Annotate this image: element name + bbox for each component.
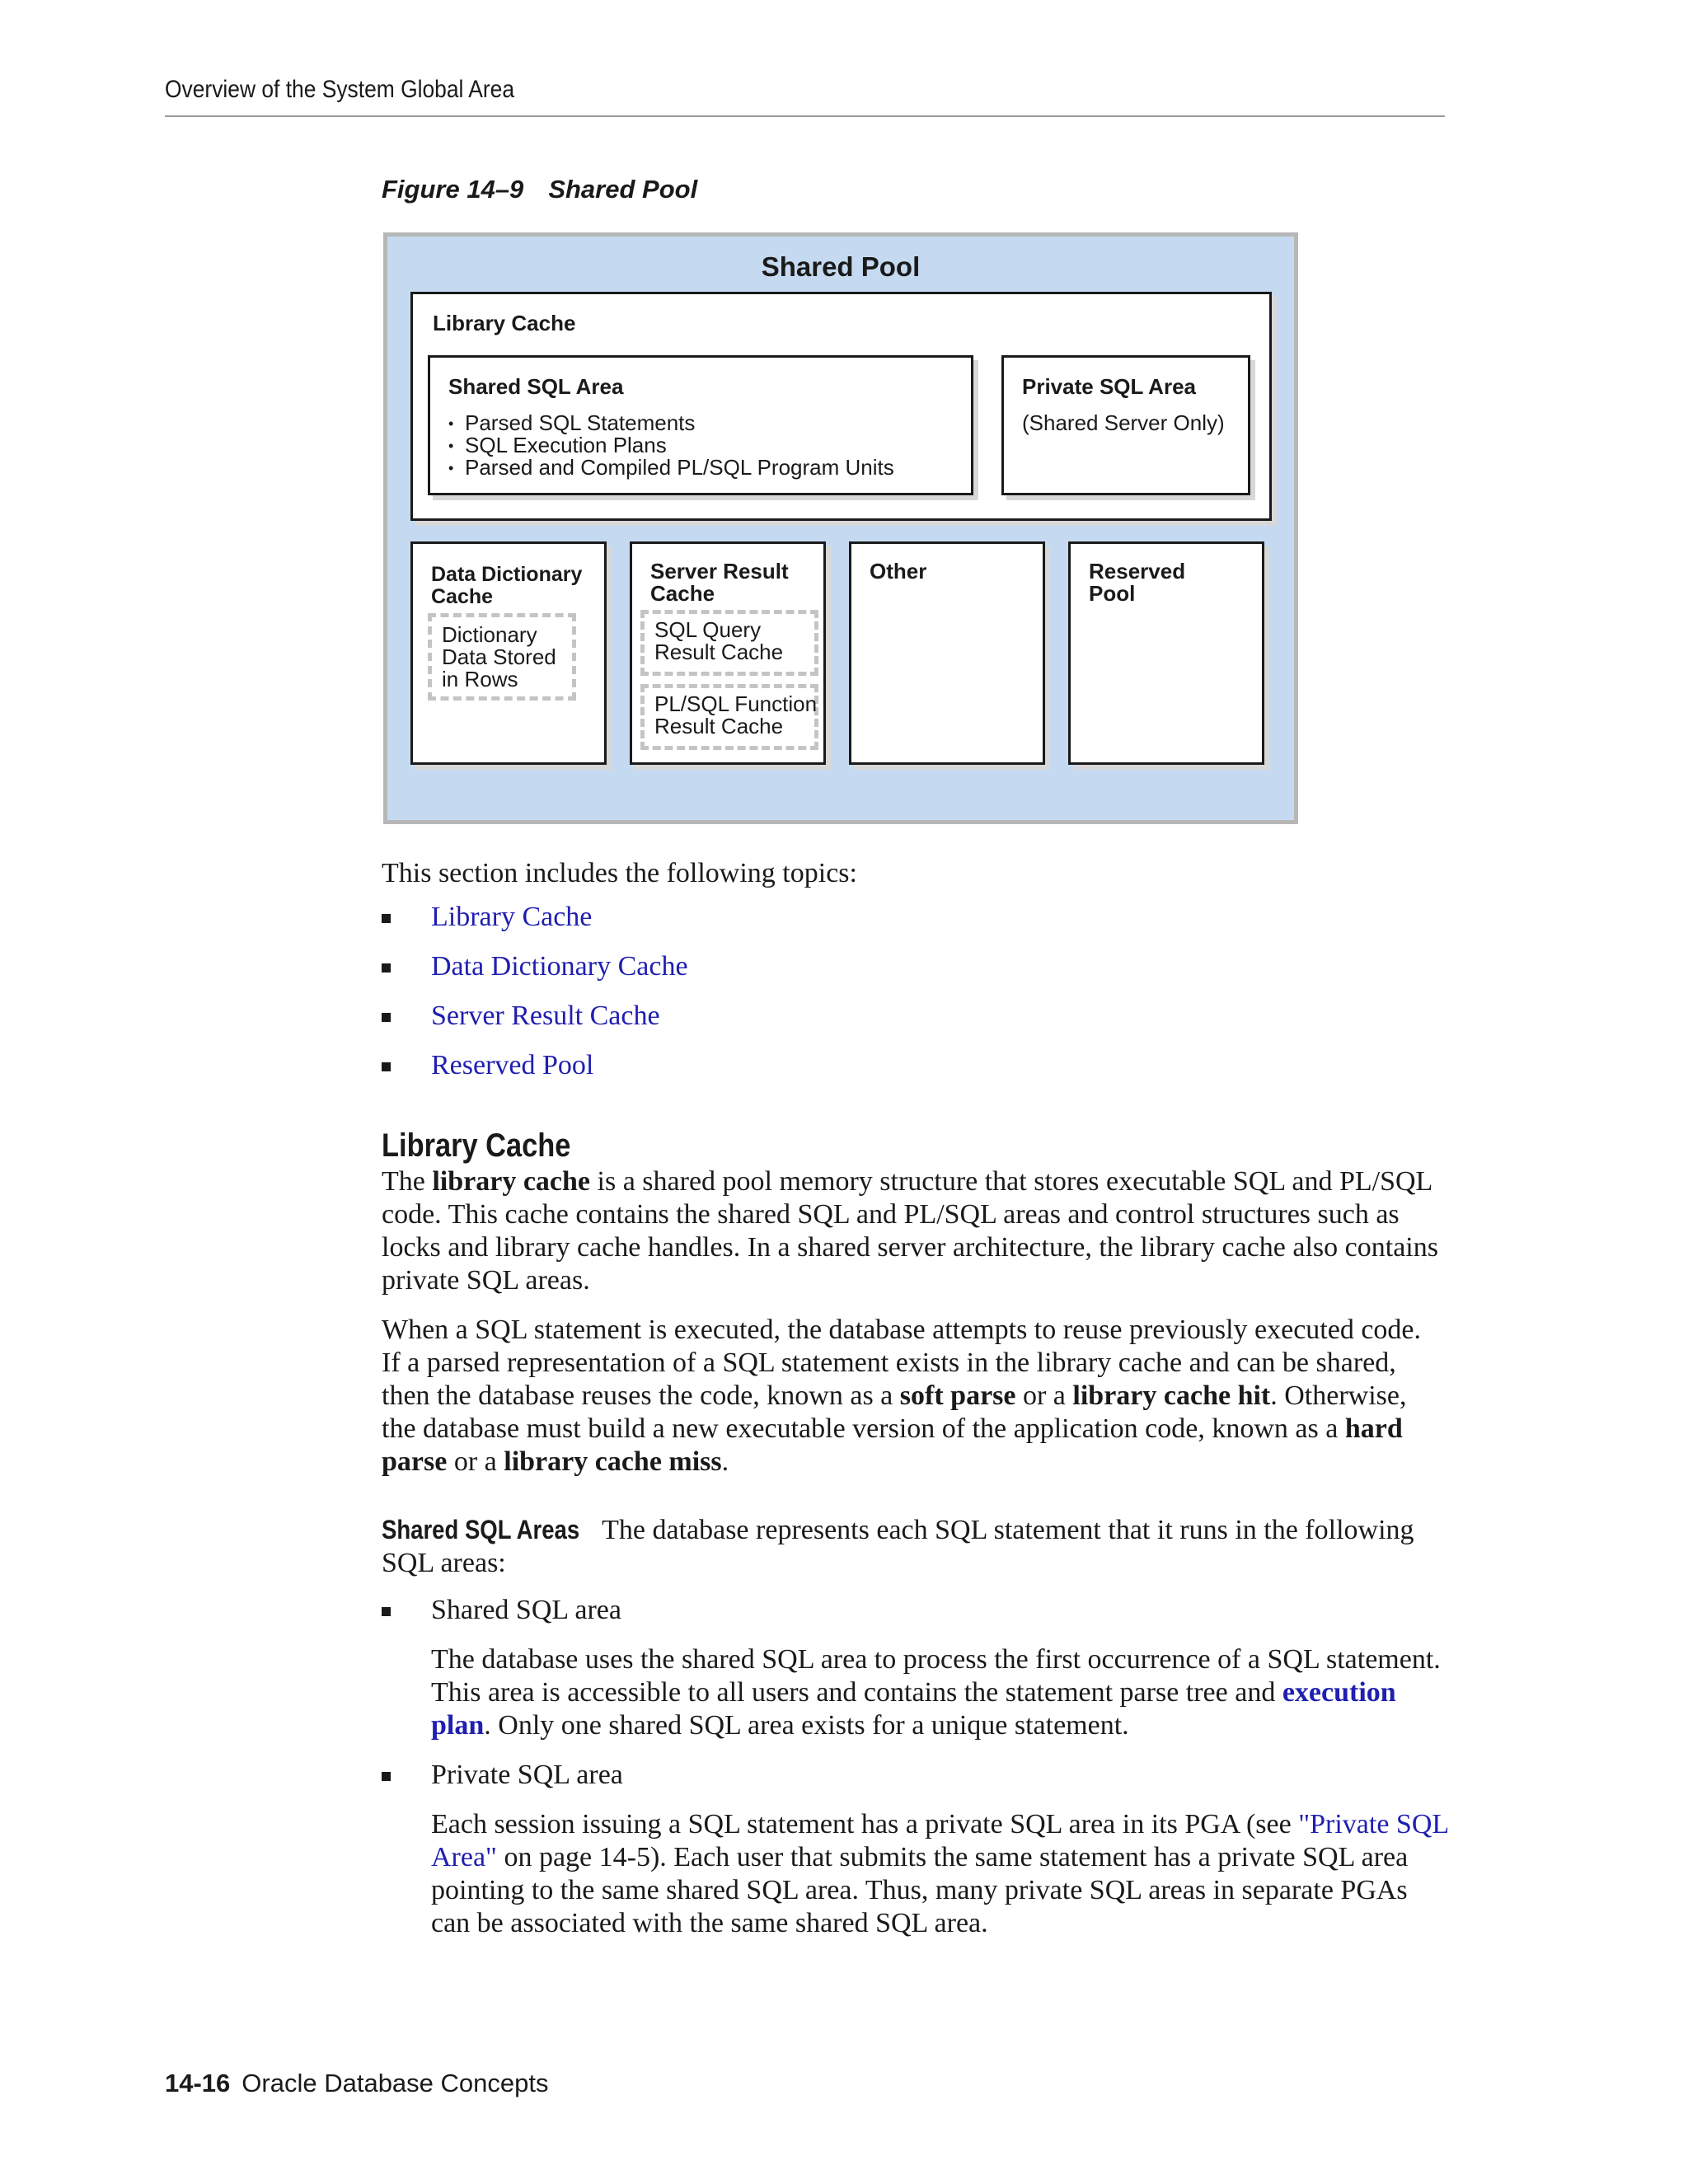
item-description: Each session issuing a SQL statement has a private SQL area in its PGA (see "Private SQL Area" on page 14-5). Each user that submits the same statement has a private SQL area pointing to the same shared SQL area. Thus, many private SQL areas in separate PGAs can be associated with the same shared SQL area. — [431, 1809, 1448, 1938]
link-data-dictionary-cache[interactable]: Data Dictionary Cache — [431, 951, 688, 982]
shared-sql-area-box — [428, 355, 973, 495]
link-reserved-pool[interactable]: Reserved Pool — [431, 1050, 594, 1080]
bullet-square-icon — [382, 1062, 391, 1071]
paragraph-soft-hard-parse: When a SQL statement is executed, the database attempts to reuse previously executed code. If a parsed representation of a SQL statement exists in the library cache and can be shared, then the database reuses the code, known as a soft parse or a library cache hit. Otherwise, the database must build a new executable version of the application code, known as a hard parse or a library cache miss. — [382, 1315, 1422, 1477]
plsql-function-result-cache-region: PL/SQL Function Result Cache — [640, 684, 818, 750]
page-footer — [165, 2069, 549, 2098]
bullet-square-icon — [382, 963, 391, 972]
header-rule — [165, 115, 1445, 117]
section-heading: Library Cache — [382, 1127, 571, 1164]
paragraph-library-cache-definition: The library cache is a shared pool memory structure that stores executable SQL and PL/SQL code. This cache contains the shared SQL and PL/SQL areas and control structures such as locks and library cache handles. In a shared server architecture, the library cache also contains private SQL areas. — [382, 1166, 1438, 1296]
running-header: Overview of the System Global Area — [165, 76, 515, 103]
private-sql-area-note: (Shared Server Only) — [1022, 410, 1225, 435]
data-dictionary-cache-title: Data Dictionary Cache — [431, 563, 583, 608]
list-item: • SQL Execution Plans — [447, 434, 894, 457]
figure-caption — [382, 175, 697, 204]
private-sql-area-box — [1001, 355, 1250, 495]
library-cache-title: Library Cache — [433, 311, 576, 335]
bullet-square-icon — [382, 1013, 391, 1022]
runin-heading: Shared SQL Areas — [382, 1515, 580, 1544]
link-server-result-cache[interactable]: Server Result Cache — [431, 1001, 660, 1031]
other-box — [849, 541, 1045, 765]
figure-title: Shared Pool — [548, 175, 698, 204]
bullet-square-icon — [382, 1607, 391, 1616]
item-label: Private SQL area — [431, 1760, 623, 1790]
paragraph-shared-sql-areas: Shared SQL Areas The database represents each SQL statement that it runs in the following SQL areas: — [382, 1515, 1414, 1578]
link-execution-plan[interactable]: execution plan — [431, 1677, 1396, 1741]
shared-sql-area-title: Shared SQL Area — [448, 374, 624, 399]
server-result-cache-title: Server Result Cache — [650, 559, 789, 606]
book-title: Oracle Database Concepts — [241, 2069, 549, 2097]
link-private-sql-area[interactable]: "Private SQL Area" — [431, 1809, 1448, 1872]
shared-pool-diagram — [383, 232, 1298, 824]
other-title: Other — [870, 559, 927, 583]
item-label: Shared SQL area — [431, 1595, 621, 1625]
page-number: 14-16 — [165, 2069, 231, 2097]
reserved-pool-box — [1068, 541, 1264, 765]
shared-sql-area-list — [447, 412, 894, 479]
topics-intro: This section includes the following topics: — [382, 858, 857, 888]
shared-pool-title: Shared Pool — [761, 251, 921, 282]
private-sql-area-title: Private SQL Area — [1022, 374, 1196, 399]
data-dictionary-cache-box — [410, 541, 607, 765]
item-description: The database uses the shared SQL area to process the first occurrence of a SQL statement. This area is accessible to all users and contains the statement parse tree and execution plan. Only one shared SQL area exists for a unique statement. — [431, 1644, 1441, 1741]
list-item: • Parsed SQL Statements — [447, 412, 894, 434]
server-result-cache-box — [630, 541, 826, 765]
reserved-pool-title: Reserved Pool — [1089, 559, 1186, 606]
dictionary-rows-region: Dictionary Data Stored in Rows — [428, 613, 576, 701]
sql-query-result-cache-region: SQL Query Result Cache — [640, 610, 818, 676]
list-item: • Parsed and Compiled PL/SQL Program Units — [447, 457, 894, 479]
bullet-square-icon — [382, 914, 391, 923]
figure-number: Figure 14–9 — [382, 175, 524, 204]
library-cache-box — [410, 292, 1272, 521]
bullet-square-icon — [382, 1772, 391, 1781]
link-library-cache[interactable]: Library Cache — [431, 902, 593, 932]
